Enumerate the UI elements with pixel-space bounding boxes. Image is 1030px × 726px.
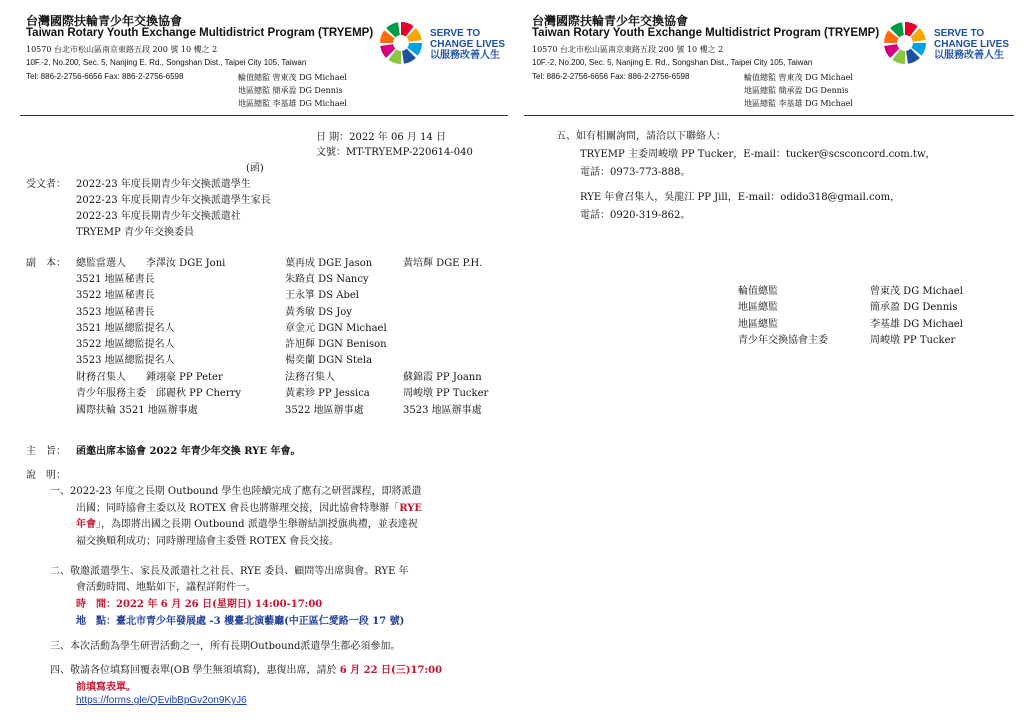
signature-name: 李基雄 DG Michael (870, 319, 963, 330)
slogan-line2: CHANGE LIVES (430, 39, 506, 50)
signature-title: 青少年交換協會主委 (738, 335, 828, 346)
cc-entry: 青少年服務主委 邱麗秋 PP Cherry (76, 388, 242, 399)
signature-name: 曾東茂 DG Michael (870, 286, 963, 297)
signature-name: 簡承盈 DG Dennis (870, 302, 958, 313)
cc-entry: 朱路貞 DS Nancy (285, 274, 369, 285)
slogan-line2: CHANGE LIVES (934, 39, 1010, 50)
slogan-line1: SERVE TO (430, 28, 481, 39)
item-4-line (50, 661, 442, 676)
contact-line: 電話：0920-319-862。 (580, 210, 691, 221)
cc-entry: 3522 地區總監提名人 (76, 339, 175, 350)
item-1-line: 福交換順利成功；同時辦理協會主委暨 ROTEX 會長交接。 (76, 536, 340, 547)
form-link[interactable]: https://forms.gle/QEvibBpGv2on9KyJ6 (76, 695, 247, 706)
cc-entry: 財務召集人 鍾翊豪 PP Peter (76, 372, 223, 383)
cc-entry: 楊奕蘭 DGN Stela (285, 355, 373, 366)
cc-entry: 3523 地區總監提名人 (76, 355, 175, 366)
explain-label: 說 明： (26, 470, 66, 481)
rye-highlight: RYE (399, 503, 422, 514)
slogan-cn: 以服務改善人生 (430, 50, 500, 61)
deadline: 6 月 22 日(三)17:00 (339, 665, 443, 676)
item-1-line (76, 499, 422, 514)
slogan-cn: 以服務改善人生 (934, 50, 1004, 61)
contact-line: RYE 年會召集人，吳龍江 PP Jill，E-mail：odido318@gmail.com， (580, 192, 901, 203)
slogan-line1: SERVE TO (934, 28, 985, 39)
rye-highlight: 年會 (76, 519, 96, 530)
subject: 函邀出席本協會 2022 年青少年交換 RYE 年會。 (76, 446, 301, 457)
item-1-line (76, 515, 418, 530)
cc-entry: 蘇錦霞 PP Joann (403, 372, 482, 383)
recipients-label: 受文者： (26, 179, 66, 190)
doc-number: 文號：MT-TRYEMP-220614-040 (316, 147, 473, 158)
cc-entry: 許旭輝 DGN Benison (285, 339, 387, 350)
cc-entry: 法務召集人 (285, 372, 335, 383)
cc-entry: 3521 地區總監提名人 (76, 323, 175, 334)
signature-title: 地區總監 (738, 302, 778, 313)
recipient: TRYEMP 青少年交換委員 (76, 227, 194, 238)
logo-wheel (884, 22, 926, 64)
governor-line: 地區總監 李基雄 DG Michael (744, 99, 853, 108)
org-address-cn: 10570 台北市松山區南京東路五段 200 號 10 樓之 2 (532, 45, 724, 54)
cc-entry: 章金元 DGN Michael (285, 323, 387, 334)
org-tel-fax: Tel: 886-2-2756-6656 Fax: 886-2-2756-6598 (532, 72, 690, 81)
item-2-line: 二、敬邀派遣學生、家長及派遣社之社長、RYE 委員、顧問等出席與會。RYE 年 (50, 566, 409, 577)
governor-line: 地區總監 簡承盈 DG Dennis (238, 86, 343, 95)
signature-name: 周峻墩 PP Tucker (870, 335, 956, 346)
org-address-en: 10F.-2, No.200, Sec. 5, Nanjing E. Rd., Songshan Dist., Taipei City 105, Taiwan (26, 58, 307, 67)
cc-label: 副 本： (26, 258, 66, 269)
header-divider (20, 115, 508, 116)
cc-entry: 3523 地區秘書長 (76, 307, 155, 318)
cc-entry: 總監當選人 李澤汝 DGE Joni (76, 258, 226, 269)
cc-entry: 國際扶輪 3521 地區辦事處 (76, 405, 198, 416)
recipient: 2022-23 年度長期青少年交換派遣社 (76, 211, 241, 222)
item-2-line: 會活動時間、地點如下，議程詳附件一。 (76, 582, 256, 593)
doc-date: 日 期：2022 年 06 月 14 日 (316, 132, 446, 143)
event-time: 時 間：2022 年 6 月 26 日(星期日) 14:00-17:00 (76, 599, 323, 610)
cc-entry: 周峻墩 PP Tucker (403, 388, 489, 399)
event-place: 地 點：臺北市青少年發展處 -3 樓臺北演藝廳(中正區仁愛路一段 17 號) (76, 616, 405, 627)
cc-entry: 黃秀敏 DS Joy (285, 307, 352, 318)
recipient: 2022-23 年度長期青少年交換派遣學生 (76, 179, 251, 190)
governor-line: 地區總監 李基雄 DG Michael (238, 99, 347, 108)
org-name-cn: 台灣國際扶輪青少年交換協會 (532, 14, 689, 28)
slogan (430, 28, 505, 61)
org-address-en: 10F.-2, No.200, Sec. 5, Nanjing E. Rd., Songshan Dist., Taipei City 105, Taiwan (532, 58, 813, 67)
org-name-en: Taiwan Rotary Youth Exchange Multidistrict Program (TRYEMP) (26, 27, 374, 39)
recipient: 2022-23 年度長期青少年交換派遣學生家長 (76, 195, 271, 206)
item-1-line: 一、2022-23 年度之長期 Outbound 學生也陸續完成了應有之研習課程，即將派遣 (50, 486, 422, 497)
contact-line: 電話：0973-773-888。 (580, 167, 691, 178)
cc-entry: 3522 地區秘書長 (76, 290, 155, 301)
cc-entry: 葉再成 DGE Jason (285, 258, 373, 269)
org-name-cn: 台灣國際扶輪青少年交換協會 (26, 14, 183, 28)
org-address-cn: 10570 台北市松山區南京東路五段 200 號 10 樓之 2 (26, 45, 218, 54)
contact-line: TRYEMP 主委周峻墩 PP Tucker，E-mail：tucker@scsconcord.com.tw， (580, 149, 936, 160)
signature-title: 輪值總監 (738, 286, 778, 297)
item-5: 五、如有相關詢問，請洽以下聯絡人： (556, 131, 726, 142)
governor-line: 輪值總監 曾東茂 DG Michael (238, 73, 347, 82)
governor-line: 地區總監 簡承盈 DG Dennis (744, 86, 849, 95)
governor-line: 輪值總監 曾東茂 DG Michael (744, 73, 853, 82)
org-name-en: Taiwan Rotary Youth Exchange Multidistrict Program (TRYEMP) (532, 27, 880, 39)
cc-entry: 王永箏 DS Abel (285, 290, 359, 301)
org-tel-fax: Tel: 886-2-2756-6656 Fax: 886-2-2756-6598 (26, 72, 184, 81)
item-1-text: 出國；同時協會主委以及 ROTEX 會長也將辦理交接，因此協會特舉辦「 (76, 503, 400, 514)
cc-entry: 黃素珍 PP Jessica (285, 388, 370, 399)
item-4-line: 前填寫表單。 (76, 682, 136, 693)
signature-title: 地區總監 (738, 319, 778, 330)
cc-entry: 3522 地區辦事處 (285, 405, 364, 416)
rotary-logo-icon (882, 20, 928, 66)
cc-entry: 3523 地區辦事處 (403, 405, 482, 416)
slogan (934, 28, 1009, 61)
cc-entry: 3521 地區秘書長 (76, 274, 155, 285)
item-4-text: 四、敬請各位填寫回覆表單(OB 學生無須填寫)，惠復出席，請於 (50, 665, 340, 676)
cc-entry: 黃培輝 DGE P.H. (403, 258, 483, 269)
item-1-text: 」，為即將出國之長期 Outbound 派遣學生舉辦結訓授旗典禮，並表達祝 (96, 519, 418, 530)
logo-wheel (380, 22, 422, 64)
item-3: 三、本次活動為學生研習活動之一，所有長期Outbound派遣學生都必須參加。 (50, 641, 401, 652)
rotary-logo-icon (378, 20, 424, 66)
subject-label: 主 旨： (26, 446, 66, 457)
header-divider (524, 115, 1014, 116)
doc-type: (函) (246, 163, 264, 174)
